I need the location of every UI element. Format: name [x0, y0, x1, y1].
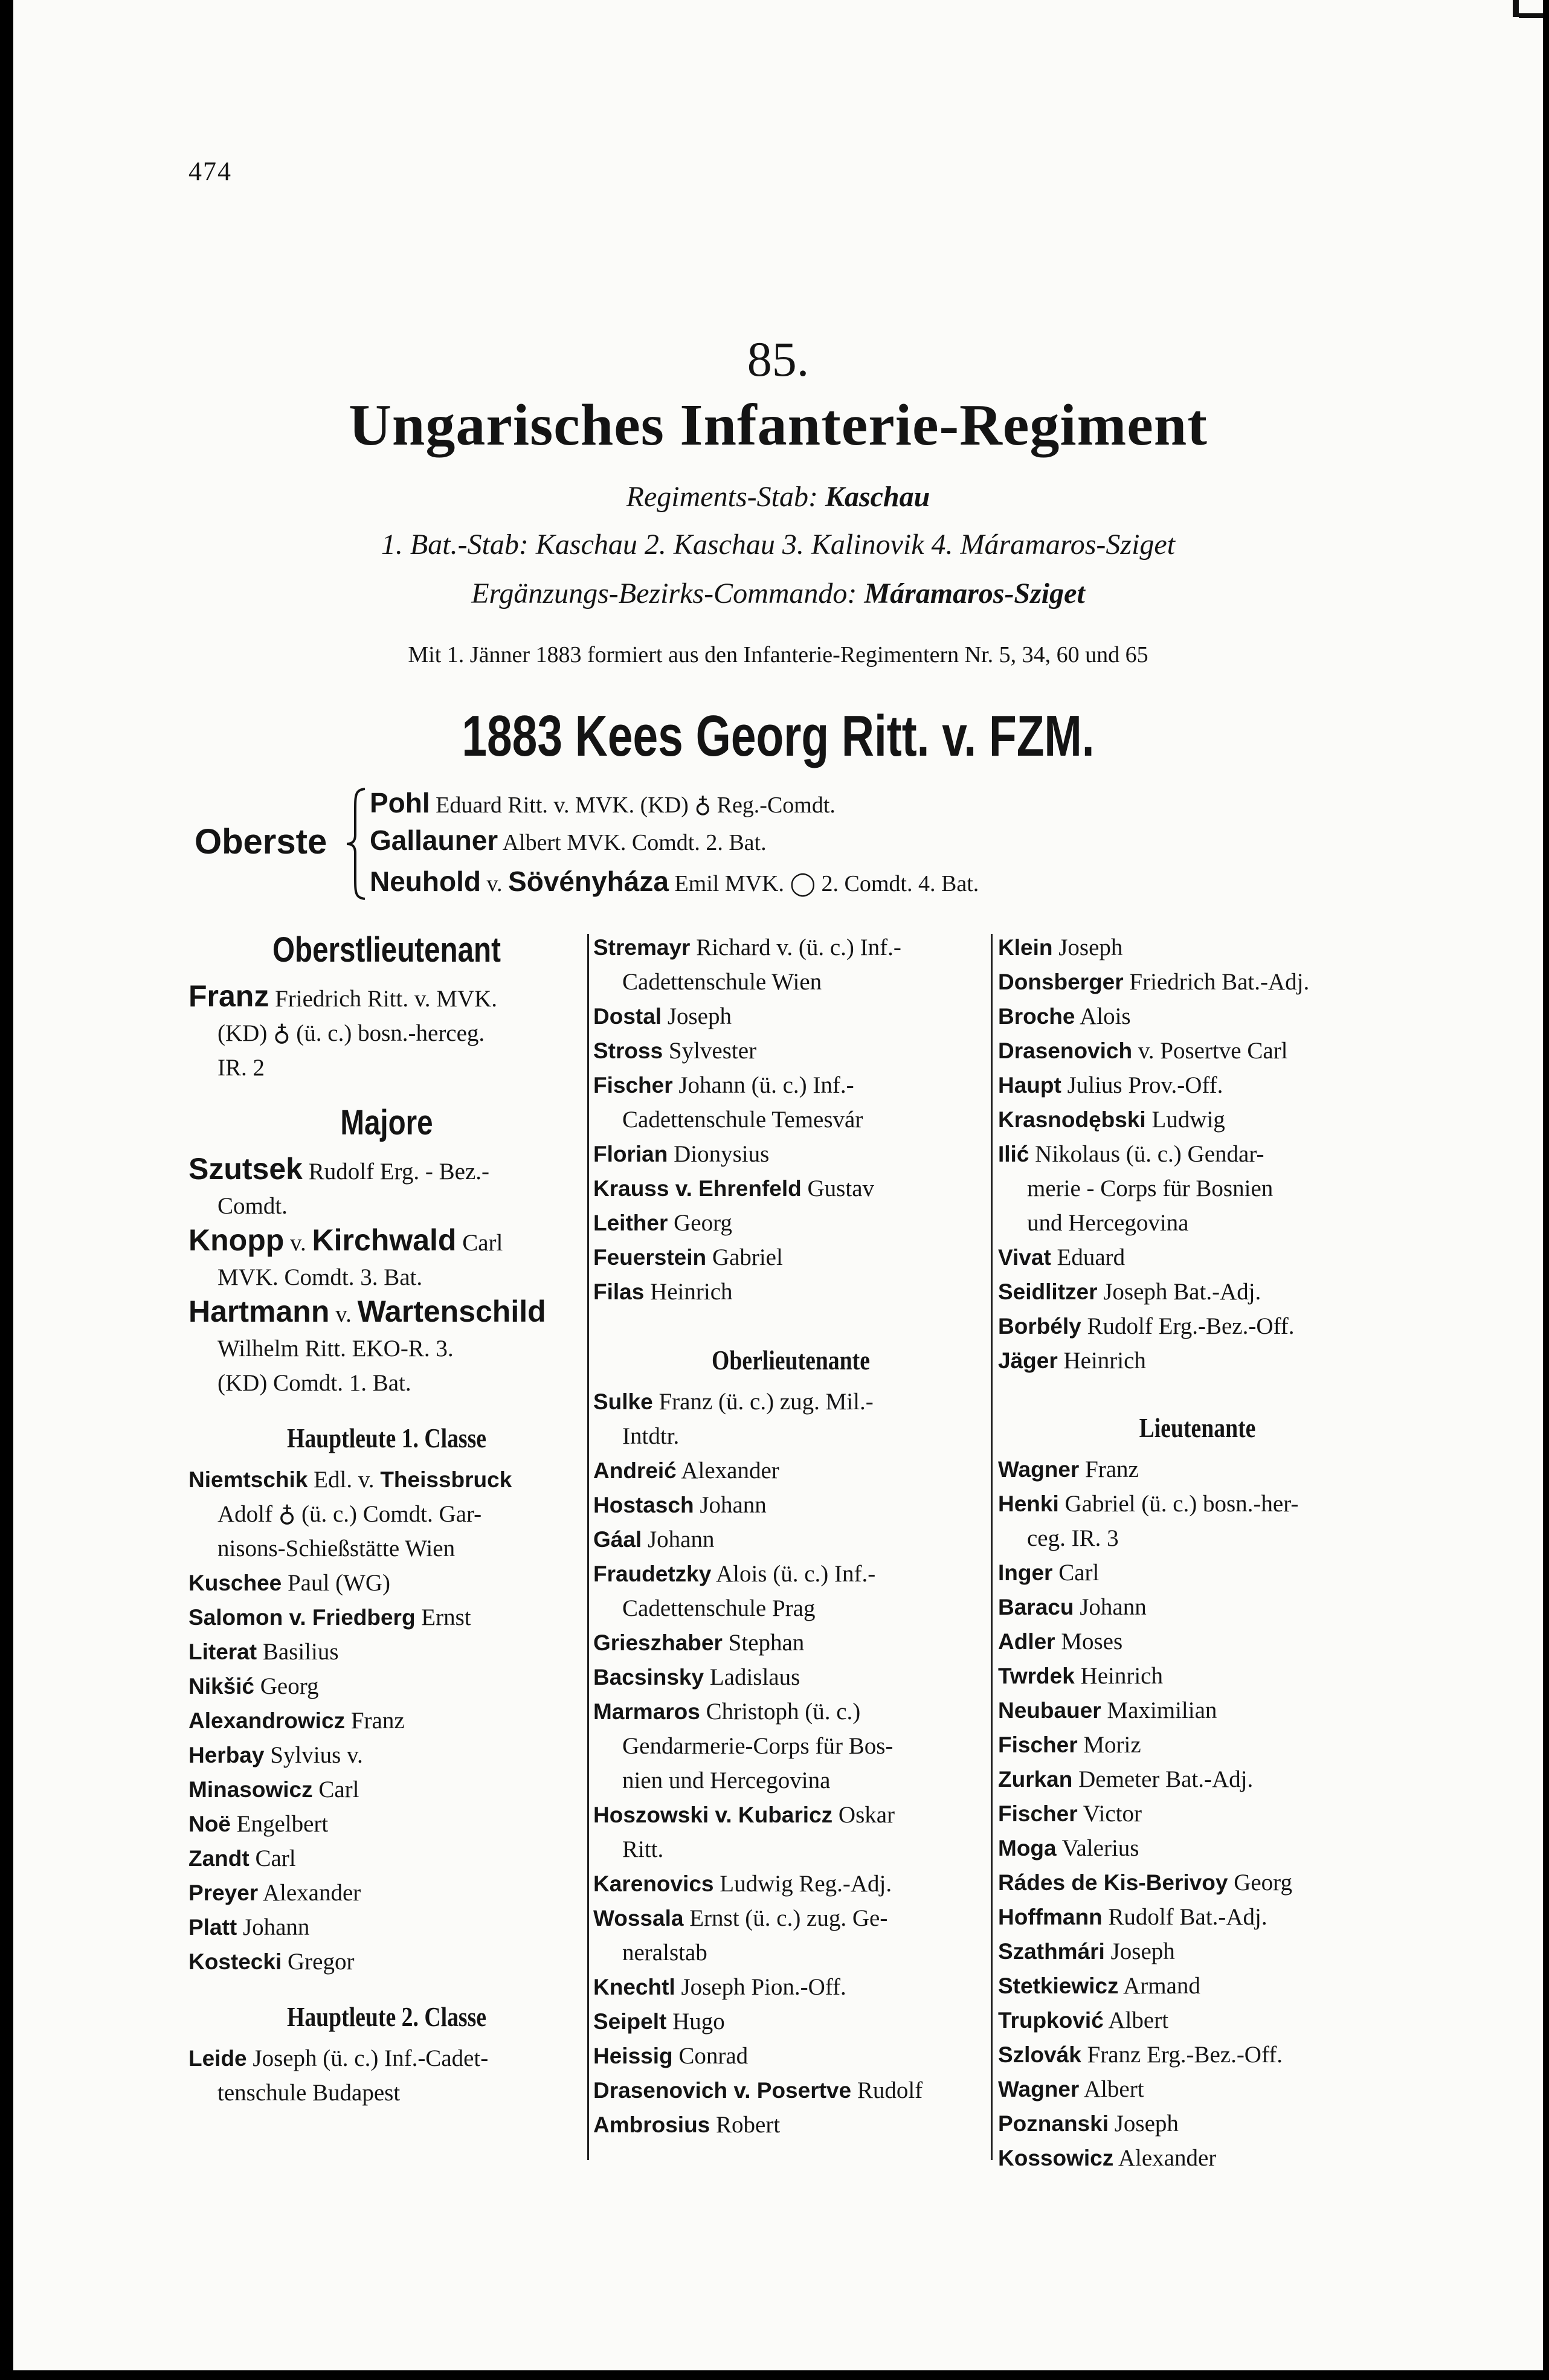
- entry-continuation: Wilhelm Ritt. EKO-R. 3.: [217, 1336, 454, 1362]
- entry-list: [998, 930, 1397, 1137]
- entry-detail: Ernst: [421, 1604, 471, 1630]
- entry-detail: Heinrich: [1063, 1348, 1146, 1374]
- section-heading: Oberstlieutenant: [272, 930, 501, 970]
- column-2: [593, 930, 988, 2142]
- entry-name: Noë: [188, 1812, 231, 1836]
- entry-name: Andreić: [593, 1458, 677, 1483]
- entry: [593, 1901, 988, 1935]
- entry-name: Kossowicz: [998, 2146, 1114, 2170]
- list-item: [998, 1831, 1397, 1865]
- list-item: [188, 1910, 585, 1944]
- entry-name: Kuschee: [188, 1571, 282, 1595]
- entry-detail: v.: [335, 1301, 352, 1327]
- list-item: [593, 1453, 988, 1488]
- corner-mark: [1513, 0, 1519, 17]
- list-item: [188, 1669, 585, 1703]
- list-item: [998, 930, 1397, 965]
- list-item: [998, 1969, 1397, 2003]
- list-item: [188, 1566, 585, 1600]
- erg-label: Ergänzungs-Bezirks-Commando:: [471, 577, 857, 609]
- entry-name: Vivat: [998, 1245, 1051, 1270]
- entry-name: Fraudetzky: [593, 1561, 712, 1586]
- list-item: [998, 1762, 1397, 1796]
- entry-detail: Carl: [255, 1845, 296, 1871]
- list-item: [998, 1102, 1397, 1137]
- entry-name: Ilić: [998, 1142, 1029, 1166]
- page-number: 474: [188, 156, 232, 186]
- regiment-number: 85.: [747, 332, 810, 387]
- entry-detail: Franz: [350, 1708, 405, 1734]
- formation-note: Mit 1. Jänner 1883 formiert aus den Infanterie-Regimentern Nr. 5, 34, 60 und 65: [408, 642, 1148, 667]
- entry-detail: v.: [290, 1230, 306, 1256]
- entry-detail: Georg: [674, 1210, 732, 1236]
- entry-detail: Gregor: [287, 1949, 355, 1975]
- column-divider: [587, 934, 589, 2160]
- list-item: [998, 1275, 1397, 1309]
- section-heading: Majore: [340, 1103, 433, 1142]
- entry-name-2: Theissbruck: [380, 1467, 512, 1492]
- entry: [188, 1223, 585, 1260]
- list-item: [998, 2037, 1397, 2072]
- entry-name: Moga: [998, 1836, 1057, 1861]
- list-item: [998, 965, 1397, 999]
- entry-detail: Friedrich Ritt. v. MVK.: [275, 986, 498, 1012]
- column-1: [188, 930, 585, 2110]
- entry-detail: Gabriel: [712, 1244, 783, 1270]
- entry-detail: Alois: [1080, 1003, 1131, 1029]
- battalion-staff-line: 1. Bat.-Stab: Kaschau 2. Kaschau 3. Kalinovik 4. Máramaros-Sziget: [381, 529, 1176, 561]
- entry-name: Stremayr: [593, 935, 691, 960]
- entry-detail: Eduard: [1057, 1244, 1126, 1270]
- entry: [593, 1867, 988, 1901]
- entry-detail: Johann (ü. c.) Inf.-: [678, 1072, 854, 1098]
- list-item: [593, 1488, 988, 1522]
- entry-detail: Alexander: [1118, 2145, 1217, 2171]
- entry-detail: Joseph Pion.-Off.: [681, 1974, 846, 2000]
- oberst-entry: [370, 786, 836, 819]
- entry-detail: Franz: [1085, 1456, 1139, 1482]
- entry-detail: Christoph (ü. c.): [706, 1699, 861, 1725]
- column-divider: [991, 934, 993, 2160]
- entry-detail: Conrad: [678, 2043, 749, 2069]
- entry-name: Szutsek: [188, 1152, 303, 1186]
- entry-continuation: (KD) Comdt. 1. Bat.: [217, 1370, 411, 1396]
- list-item: [998, 1555, 1397, 1590]
- entry-list: [593, 999, 988, 1068]
- entry-continuation: nisons-Schießstätte Wien: [217, 1536, 456, 1561]
- entry-list: [593, 1970, 988, 2142]
- entry-detail: Johann: [700, 1492, 767, 1518]
- entry-name: Hoffmann: [998, 1905, 1103, 1929]
- entry-name: Neubauer: [998, 1698, 1101, 1723]
- list-item: [998, 1624, 1397, 1659]
- list-item: [188, 1807, 585, 1841]
- entry-continuation: (KD) ♁ (ü. c.) bosn.-herceg.: [217, 1020, 485, 1046]
- staff-label: Regiments-Stab:: [626, 481, 818, 513]
- entry-name: Preyer: [188, 1880, 259, 1905]
- entry-continuation: Comdt.: [217, 1193, 288, 1219]
- oberst-detail: Emil MVK. ◯ 2. Comdt. 4. Bat.: [674, 871, 979, 896]
- entry-name: Minasowicz: [188, 1777, 313, 1802]
- list-item: [998, 1034, 1397, 1068]
- entry-detail: Alois (ü. c.) Inf.-: [715, 1561, 876, 1587]
- entry-name: Hartmann: [188, 1295, 330, 1328]
- entry-name: Henki: [998, 1491, 1059, 1516]
- entry-detail: Rudolf Bat.-Adj.: [1108, 1904, 1267, 1930]
- entry: [593, 1557, 988, 1591]
- entry-continuation: Ritt.: [622, 1836, 664, 1862]
- entry-name: Stross: [593, 1038, 663, 1063]
- entry-detail: Richard v. (ü. c.) Inf.-: [696, 934, 901, 960]
- entry-list: [998, 1240, 1397, 1378]
- list-item: [998, 2106, 1397, 2141]
- entry-detail: Armand: [1123, 1973, 1200, 1999]
- entry-detail: Paul (WG): [287, 1570, 391, 1596]
- entry-name: Szlovák: [998, 2042, 1081, 2067]
- entry-name: Borbély: [998, 1314, 1081, 1339]
- entry-name: Filas: [593, 1279, 645, 1304]
- entry-name: Marmaros: [593, 1699, 700, 1724]
- entry: [593, 1068, 988, 1102]
- oberst-entry: [370, 865, 979, 898]
- entry-name: Drasenovich v. Posertve: [593, 2078, 852, 2103]
- entry-name: Twrdek: [998, 1664, 1075, 1688]
- list-item: [593, 1970, 988, 2004]
- entry-detail: Rudolf Erg.-Bez.-Off.: [1087, 1313, 1295, 1339]
- entry-name: Sulke: [593, 1389, 653, 1414]
- entry: [593, 1694, 988, 1729]
- entry-name: Franz: [188, 979, 269, 1013]
- entry-name: Dostal: [593, 1004, 662, 1029]
- entry-detail: Johann: [647, 1526, 715, 1552]
- entry-name: Donsberger: [998, 970, 1124, 994]
- entry-detail: Ludwig: [1151, 1107, 1225, 1133]
- entry-name: Seipelt: [593, 2009, 667, 2034]
- entry-detail: Joseph: [1110, 1938, 1175, 1964]
- entry-detail: Carl: [1058, 1560, 1100, 1586]
- list-item: [188, 1600, 585, 1635]
- oberste-label: Oberste: [195, 822, 327, 861]
- list-item: [998, 2072, 1397, 2106]
- entry-detail: v. Posertve Carl: [1138, 1038, 1288, 1064]
- entry-name: Wagner: [998, 2077, 1080, 2102]
- entry-detail: Joseph Bat.-Adj.: [1103, 1279, 1261, 1305]
- entry-name: Bacsinsky: [593, 1665, 704, 1690]
- entry-detail: Joseph: [667, 1003, 732, 1029]
- entry-name: Zurkan: [998, 1767, 1073, 1792]
- erg-place: Máramaros-Sziget: [864, 577, 1085, 609]
- entry-detail: Joseph: [1058, 934, 1123, 960]
- entry-detail: Alexander: [262, 1880, 361, 1906]
- entry-detail: Ernst (ü. c.) zug. Ge-: [689, 1905, 888, 1931]
- entry-name: Heissig: [593, 2044, 673, 2068]
- entry-name: Fischer: [998, 1732, 1078, 1757]
- entry: [593, 1798, 988, 1832]
- entry: [998, 1452, 1397, 1487]
- entry-name: Wossala: [593, 1906, 684, 1931]
- entry-detail: Oskar: [838, 1802, 895, 1828]
- entry-detail: Nikolaus (ü. c.) Gendar-: [1035, 1141, 1264, 1167]
- entry-detail: Moriz: [1083, 1732, 1141, 1758]
- oberst-detail: v.: [486, 871, 503, 896]
- section-heading: Lieutenante: [1139, 1412, 1256, 1443]
- list-item: [593, 1171, 988, 1206]
- entry: [188, 1152, 585, 1189]
- entry: [593, 1385, 988, 1419]
- entry-name: Ambrosius: [593, 2112, 710, 2137]
- section-heading: Oberlieutenante: [712, 1345, 870, 1375]
- entry-detail: Rudolf Erg. - Bez.-: [308, 1159, 490, 1185]
- entry-detail: Franz Erg.-Bez.-Off.: [1087, 2042, 1283, 2068]
- entry-detail: Ladislaus: [709, 1664, 800, 1690]
- entry-detail: Carl: [318, 1777, 359, 1803]
- entry-list: [593, 1453, 988, 1557]
- entry-name: Knechtl: [593, 1975, 675, 1999]
- entry: [188, 1295, 585, 1331]
- entry-detail: Dionysius: [674, 1141, 770, 1167]
- entry-list: [998, 1555, 1397, 2175]
- entry-name: Grieszhaber: [593, 1630, 723, 1655]
- entry-name: Hostasch: [593, 1493, 694, 1517]
- entry-name: Leide: [188, 2046, 247, 2071]
- entry-name: Krasnodębski: [998, 1107, 1146, 1132]
- list-item: [593, 1275, 988, 1309]
- entry: [593, 930, 988, 965]
- entry-name: Knopp: [188, 1223, 285, 1257]
- entry-detail: Valerius: [1061, 1835, 1139, 1861]
- oberst-name: Gallauner: [370, 825, 498, 856]
- entry-continuation: MVK. Comdt. 3. Bat.: [217, 1264, 423, 1290]
- entry-detail: Sylvius v.: [270, 1742, 363, 1768]
- entry-name: Gáal: [593, 1527, 642, 1552]
- entry-detail: Joseph: [1114, 2111, 1179, 2137]
- entry-name: Seidlitzer: [998, 1279, 1098, 1304]
- list-item: [593, 1137, 988, 1171]
- entry-detail: Sylvester: [668, 1038, 757, 1064]
- entry-detail: Victor: [1083, 1801, 1142, 1827]
- entry-detail: Gabriel (ü. c.) bosn.-her-: [1064, 1491, 1299, 1517]
- oberst-name: Pohl: [370, 787, 430, 819]
- list-item: [998, 1309, 1397, 1343]
- entry-name: Adler: [998, 1629, 1055, 1654]
- section-heading: Hauptleute 1. Classe: [286, 1423, 487, 1453]
- entry-name: Klein: [998, 935, 1053, 960]
- entry-name: Literat: [188, 1639, 257, 1664]
- list-item: [998, 1900, 1397, 1934]
- entry-name: Florian: [593, 1142, 668, 1166]
- entry-name: Niemtschik: [188, 1467, 308, 1492]
- list-item: [188, 1944, 585, 1979]
- entry-name-2: Kirchwald: [312, 1223, 457, 1257]
- entry-continuation: Intdtr.: [622, 1423, 680, 1449]
- entry-name: Haupt: [998, 1073, 1061, 1098]
- list-item: [593, 2039, 988, 2073]
- list-item: [593, 1034, 988, 1068]
- entry-detail: Hugo: [672, 2009, 725, 2034]
- list-item: [188, 1876, 585, 1910]
- entry-continuation: Cadettenschule Prag: [622, 1595, 816, 1621]
- entry-name: Inger: [998, 1560, 1053, 1585]
- entry-name: Trupković: [998, 2008, 1104, 2033]
- entry-name: Baracu: [998, 1595, 1074, 1619]
- list-item: [998, 1659, 1397, 1693]
- entry-continuation: und Hercegovina: [1027, 1210, 1189, 1236]
- entry-detail: Basilius: [262, 1639, 339, 1665]
- entry-continuation: tenschule Budapest: [217, 2080, 401, 2106]
- list-item: [998, 1590, 1397, 1624]
- entry-name: Rádes de Kis-Berivoy: [998, 1870, 1228, 1895]
- entry-detail: Georg: [1234, 1870, 1292, 1896]
- entry-detail: Robert: [716, 2112, 781, 2138]
- entry-name: Fischer: [998, 1801, 1078, 1826]
- section-heading: Hauptleute 2. Classe: [286, 2001, 487, 2032]
- entry-detail: Joseph (ü. c.) Inf.-Cadet-: [253, 2045, 489, 2071]
- list-item: [998, 1796, 1397, 1831]
- entry-name: Nikšić: [188, 1674, 255, 1699]
- list-item: [593, 1660, 988, 1694]
- list-item: [593, 2108, 988, 2142]
- staff-place: Kaschau: [825, 481, 930, 513]
- entry-continuation: IR. 2: [217, 1055, 265, 1081]
- entry-list: [593, 1626, 988, 1694]
- entry-continuation: ceg. IR. 3: [1027, 1525, 1119, 1551]
- corner-mark: [1519, 13, 1543, 18]
- oberst-detail: Eduard Ritt. v. MVK. (KD) ♁ Reg.-Comdt.: [436, 793, 836, 818]
- entry-name: Leither: [593, 1211, 668, 1235]
- entry-name: Karenovics: [593, 1871, 714, 1896]
- entry-detail: Albert: [1083, 2076, 1144, 2102]
- regiment-title: Ungarisches Infanterie-Regiment: [349, 393, 1208, 458]
- list-item: [593, 2004, 988, 2039]
- entry-detail: Julius Prov.-Off.: [1067, 1072, 1223, 1098]
- entry-detail: Stephan: [728, 1630, 805, 1656]
- entry-detail: Franz (ü. c.) zug. Mil.-: [659, 1389, 874, 1415]
- erg-bezirk-line: [13, 577, 1543, 610]
- oberst-entry: [370, 824, 767, 857]
- entry-detail: Moses: [1061, 1629, 1123, 1655]
- list-item: [998, 1068, 1397, 1102]
- list-item: [998, 1693, 1397, 1728]
- oberst-name: Neuhold: [370, 866, 481, 897]
- entry: [998, 1137, 1397, 1171]
- page: [13, 0, 1543, 2370]
- entry-name: Stetkiewicz: [998, 1973, 1119, 1998]
- entry-name: Szathmári: [998, 1939, 1105, 1964]
- entry-detail: Johann: [242, 1914, 310, 1940]
- list-item: [188, 1841, 585, 1876]
- entry-name: Drasenovich: [998, 1038, 1133, 1063]
- column-3: [998, 930, 1397, 2175]
- list-item: [593, 1522, 988, 1557]
- entry-detail: Carl: [462, 1230, 503, 1256]
- entry-name: Fischer: [593, 1073, 673, 1098]
- entry-name: Zandt: [188, 1846, 250, 1871]
- entry-continuation: Adolf ♁ (ü. c.) Comdt. Gar-: [217, 1501, 482, 1527]
- entry-continuation: Cadettenschule Temesvár: [622, 1107, 863, 1133]
- entry-continuation: merie - Corps für Bosnien: [1027, 1176, 1274, 1201]
- entry-detail: Heinrich: [650, 1279, 733, 1305]
- entry-detail: Heinrich: [1080, 1663, 1163, 1689]
- hauptleute-1-list: [188, 1566, 585, 1979]
- entry-name: Wagner: [998, 1457, 1080, 1482]
- list-item: [188, 1703, 585, 1738]
- entry-name: Broche: [998, 1004, 1075, 1029]
- entry: [998, 1487, 1397, 1521]
- entry-name: Krauss v. Ehrenfeld: [593, 1176, 802, 1201]
- list-item: [998, 1728, 1397, 1762]
- list-item: [593, 1626, 988, 1660]
- entry-name: Feuerstein: [593, 1245, 707, 1270]
- entry-name-2: Wartenschild: [357, 1295, 546, 1328]
- entry-detail: Alexander: [681, 1458, 779, 1484]
- entry-continuation: neralstab: [622, 1940, 707, 1966]
- entry-detail: Georg: [260, 1673, 319, 1699]
- entry-detail: Maximilian: [1107, 1697, 1217, 1723]
- list-item: [998, 1865, 1397, 1900]
- list-item: [593, 2073, 988, 2108]
- entry: [188, 1462, 585, 1497]
- entry-continuation: nien und Hercegovina: [622, 1767, 831, 1793]
- entry-detail: Gustav: [807, 1176, 875, 1201]
- entry-name: Kostecki: [188, 1949, 282, 1974]
- list-item: [998, 1343, 1397, 1378]
- list-item: [593, 1206, 988, 1240]
- entry: [188, 979, 585, 1016]
- list-item: [188, 1738, 585, 1772]
- list-item: [998, 2003, 1397, 2037]
- entry-name: Salomon v. Friedberg: [188, 1605, 416, 1630]
- entry-detail: Albert: [1108, 2007, 1169, 2033]
- entry-detail: Engelbert: [236, 1811, 329, 1837]
- list-item: [593, 1240, 988, 1275]
- list-item: [188, 1635, 585, 1669]
- entry-detail: Demeter Bat.-Adj.: [1078, 1766, 1254, 1792]
- list-item: [998, 2141, 1397, 2175]
- entry-detail: Ludwig Reg.-Adj.: [720, 1871, 892, 1897]
- entry: [188, 2041, 585, 2076]
- list-item: [593, 999, 988, 1034]
- entry-name: Herbay: [188, 1743, 265, 1767]
- entry-detail: Johann: [1080, 1594, 1147, 1620]
- oberst-name-2: Sövényháza: [508, 866, 669, 897]
- entry-detail: Edl. v.: [314, 1467, 375, 1493]
- entry-name: Alexandrowicz: [188, 1708, 346, 1733]
- list-item: [998, 999, 1397, 1034]
- entry-detail: Friedrich Bat.-Adj.: [1129, 969, 1310, 995]
- brace-icon: [344, 786, 369, 901]
- entry-name: Platt: [188, 1915, 237, 1940]
- list-item: [998, 1240, 1397, 1275]
- entry-name: Jäger: [998, 1348, 1058, 1373]
- entry-name: Poznanski: [998, 2111, 1109, 2136]
- regiment-owner: 1883 Kees Georg Ritt. v. FZM.: [462, 704, 1095, 768]
- oberst-detail: Albert MVK. Comdt. 2. Bat.: [502, 830, 767, 855]
- list-item: [188, 1772, 585, 1807]
- entry-name: Hoszowski v. Kubaricz: [593, 1803, 833, 1827]
- entry-list: [593, 1137, 988, 1309]
- regiment-staff-line: [13, 480, 1543, 513]
- entry-continuation: Gendarmerie-Corps für Bos-: [622, 1733, 894, 1759]
- entry-detail: Rudolf: [857, 2077, 923, 2103]
- list-item: [998, 1934, 1397, 1969]
- entry-continuation: Cadettenschule Wien: [622, 969, 822, 995]
